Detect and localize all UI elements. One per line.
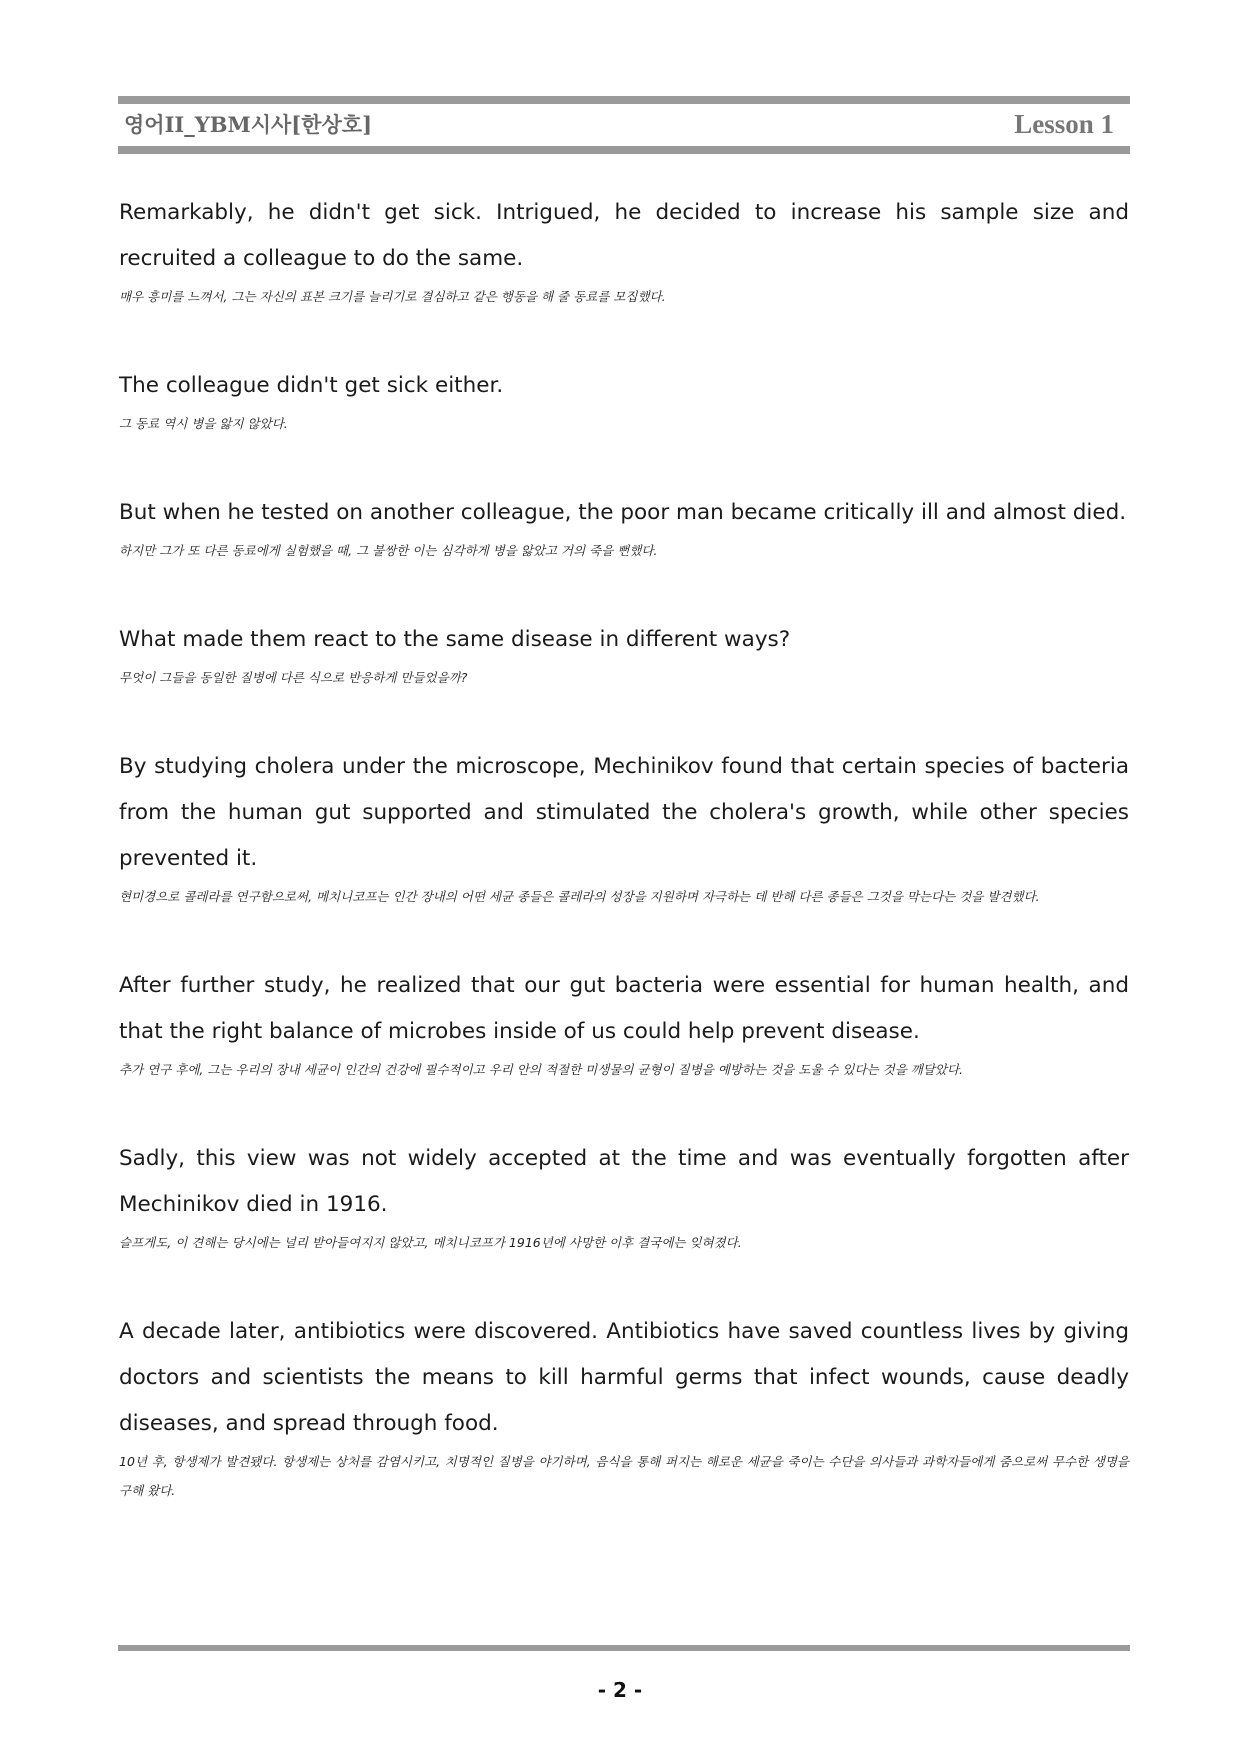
- korean-translation: 그 동료 역시 병을 앓지 않았다.: [119, 416, 288, 431]
- korean-translation: 추가 연구 후에, 그는 우리의 장내 세균이 인간의 건강에 필수적이고 우리 안의 적절한 미생물의 균형이 질병을 예방하는 것을 도울 수 있다는 것을 깨달았다.: [119, 1062, 964, 1077]
- paragraph-block: [119, 1309, 1129, 1505]
- paragraph-block: [119, 490, 1129, 565]
- course-title: 영어II_YBM시사[한상호]: [124, 112, 373, 137]
- korean-translation: 슬프게도, 이 견해는 당시에는 널리 받아들여지지 않았고, 메치니코프가 1916년에 사망한 이후 결국에는 잊혀졌다.: [119, 1235, 742, 1250]
- english-sentence: By studying cholera under the microscope, Mechinikov found that certain species of bacteria from the human gut supported and stimulated the cholera's growth, while other species prevented it.: [119, 754, 1129, 871]
- korean-translation: 매우 흥미를 느껴서, 그는 자신의 표본 크기를 늘리기로 결심하고 같은 행동을 해 줄 동료를 모집했다.: [119, 289, 666, 304]
- paragraph-block: [119, 617, 1129, 692]
- footer-rule: [118, 1645, 1130, 1651]
- header-bottom-rule: [118, 146, 1130, 154]
- korean-translation: 10년 후, 항생제가 발견됐다. 항생제는 상처를 감염시키고, 치명적인 질병을 야기하며, 음식을 통해 퍼지는 해로운 세균을 죽이는 수단을 의사들과 과학자들에게 줌으로써 무수한 생명을 구해 왔다.: [119, 1454, 1129, 1498]
- english-sentence: After further study, he realized that our gut bacteria were essential for human health, and that the right balance of microbes inside of us could help prevent disease.: [119, 973, 1129, 1044]
- lesson-title: Lesson 1: [1014, 109, 1114, 139]
- english-sentence: What made them react to the same disease in different ways?: [119, 627, 791, 652]
- paragraph-block: [119, 190, 1129, 311]
- english-sentence: Remarkably, he didn't get sick. Intrigued, he decided to increase his sample size and recruited a colleague to do the same.: [119, 200, 1129, 271]
- header-top-rule: [118, 96, 1130, 104]
- paragraph-block: [119, 363, 1129, 438]
- korean-translation: 무엇이 그들을 동일한 질병에 다른 식으로 반응하게 만들었을까?: [119, 670, 468, 685]
- korean-translation: 현미경으로 콜레라를 연구함으로써, 메치니코프는 인간 장내의 어떤 세균 종들은 콜레라의 성장을 지원하며 자극하는 데 반해 다른 종들은 그것을 막는다는 것을 발견했다.: [119, 889, 1040, 904]
- english-sentence: Sadly, this view was not widely accepted at the time and was eventually forgotten after Mechinikov died in 1916.: [119, 1146, 1129, 1217]
- paragraph-block: [119, 963, 1129, 1084]
- paragraph-block: [119, 744, 1129, 911]
- english-sentence: But when he tested on another colleague, the poor man became critically ill and almost died.: [119, 500, 1127, 525]
- korean-translation: 하지만 그가 또 다른 동료에게 실험했을 때, 그 불쌍한 이는 심각하게 병을 앓았고 거의 죽을 뻔했다.: [119, 543, 658, 558]
- document-body: [119, 190, 1129, 1505]
- page-number: - 2 -: [597, 1678, 643, 1702]
- english-sentence: The colleague didn't get sick either.: [119, 373, 504, 398]
- english-sentence: A decade later, antibiotics were discovered. Antibiotics have saved countless lives by giving doctors and scientists the means to kill harmful germs that infect wounds, cause deadly diseases, and spread through food.: [119, 1319, 1129, 1436]
- paragraph-block: [119, 1136, 1129, 1257]
